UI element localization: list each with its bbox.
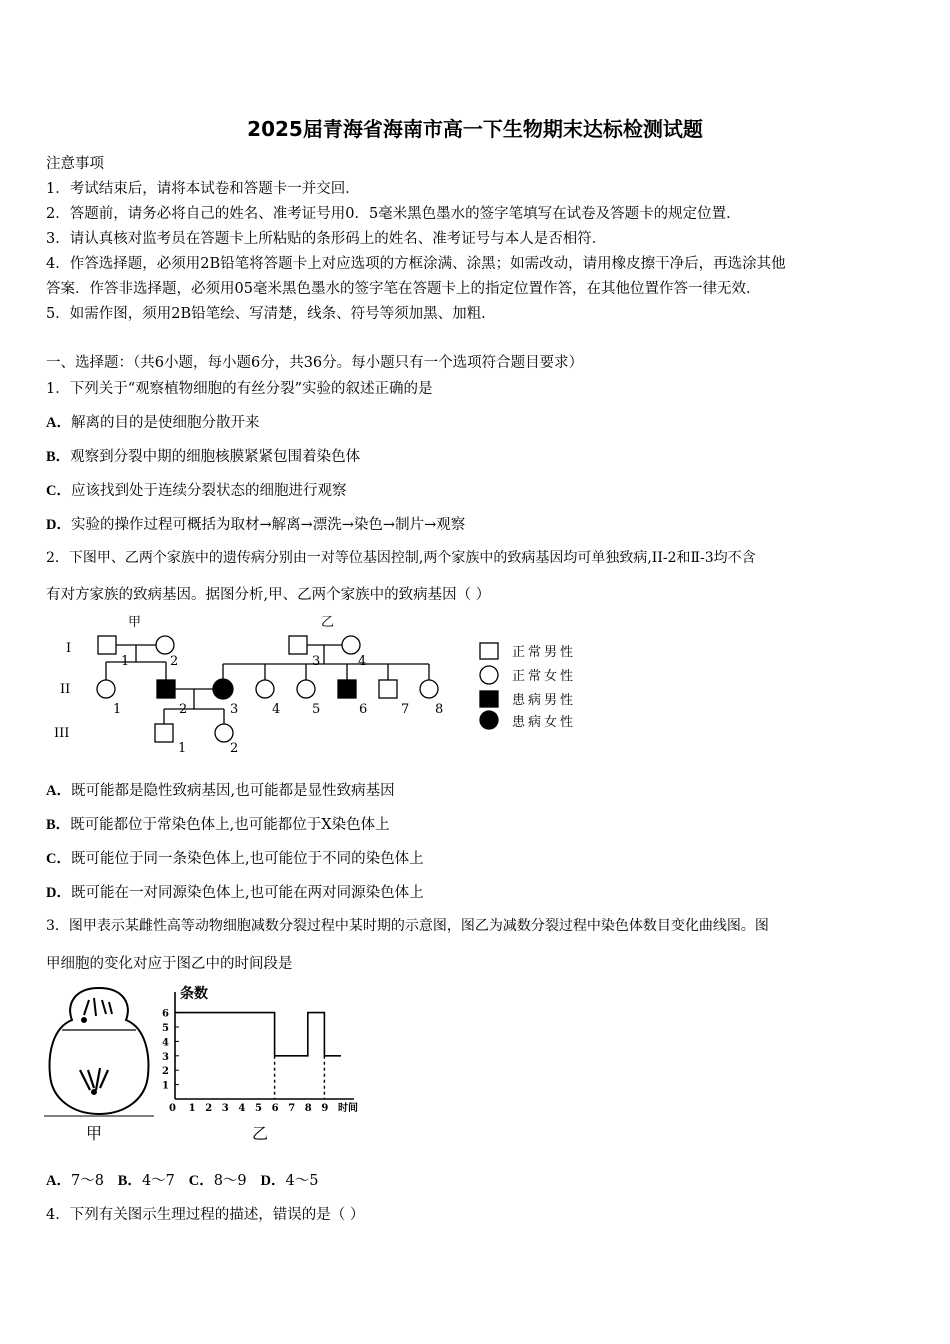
q1-option-d: D．实验的操作过程可概括为取材→解离→漂洗→染色→制片→观察 [46, 517, 466, 533]
yi-ii4-normal-female [256, 680, 274, 698]
y-tick-label: 4 [162, 1037, 169, 1049]
chart-xlabel: 时间 [338, 1103, 358, 1114]
x-tick-label: 2 [205, 1103, 213, 1114]
number-ii3: 3 [230, 702, 239, 717]
figure-label-jia: 甲 [86, 1124, 103, 1143]
notice-item: 答案．作答非选择题，必须用05毫米黑色墨水的签字笔在答题卡上的指定位置作答，在其他位置作答一律无效． [46, 281, 761, 297]
number-ii1: 1 [113, 702, 122, 717]
x-tick-label: 7 [288, 1103, 296, 1114]
yi-ii7-normal-male [379, 680, 397, 698]
generation-label-ii: II [60, 682, 71, 697]
question-2-stem: 2．下图甲、乙两个家族中的遗传病分别由一对等位基因控制,两个家族中的致病基因均可单独致病,II-2和Ⅱ-3均不含 [46, 550, 756, 566]
yi-i4-normal-female [342, 636, 360, 654]
q2-option-c: C．既可能位于同一条染色体上,也可能位于不同的染色体上 [46, 851, 424, 867]
question-4-stem: 4．下列有关图示生理过程的描述，错误的是（ ） [46, 1207, 365, 1223]
number-i3: 3 [312, 654, 321, 669]
q1-option-b: B．观察到分裂中期的细胞核膜紧紧包围着染色体 [46, 449, 361, 465]
number-ii7: 7 [401, 702, 410, 717]
x-tick-label: 0 [169, 1103, 176, 1114]
pedigree-figure [46, 612, 626, 762]
number-ii8: 8 [435, 702, 444, 717]
x-tick-label: 1 [188, 1103, 196, 1114]
legend-affected-male: 患病男性 [512, 693, 577, 708]
question-3-stem: 3．图甲表示某雌性高等动物细胞减数分裂过程中某时期的示意图，图乙为减数分裂过程中染色体数目变化曲线图。图 [46, 918, 769, 934]
jia-i1-normal-male [98, 636, 116, 654]
x-tick-label: 6 [271, 1103, 279, 1114]
generation-label-iii: III [54, 726, 70, 741]
x-tick-label: 5 [255, 1103, 262, 1114]
iii2-normal-female [215, 724, 233, 742]
legend-affected-female: 患病女性 [512, 715, 577, 730]
number-i4: 4 [358, 654, 367, 669]
y-tick-label: 3 [162, 1051, 169, 1063]
q1-option-a: A．解离的目的是使细胞分散开来 [46, 415, 260, 431]
legend-normal-male: 正常男性 [512, 645, 577, 660]
number-ii4: 4 [272, 702, 281, 717]
legend-affected-male-icon [480, 691, 498, 707]
notice-item: 3．请认真核对监考员在答题卡上所粘贴的条形码上的姓名、准考证号与本人是否相符． [46, 231, 607, 247]
q2-option-b: B．既可能都位于常染色体上,也可能都位于X染色体上 [46, 817, 390, 833]
family-label-yi: 乙 [321, 615, 335, 630]
yi-ii5-normal-female [297, 680, 315, 698]
iii1-normal-male [155, 724, 173, 742]
number-i2: 2 [170, 654, 179, 669]
number-iii1: 1 [178, 741, 187, 756]
notice-item: 5．如需作图，须用2B铅笔绘、写清楚，线条、符号等须加黑、加粗． [46, 306, 496, 322]
family-label-jia: 甲 [128, 615, 142, 630]
yi-i3-normal-male [289, 636, 307, 654]
chart-ylabel: 条数 [180, 986, 208, 1002]
notice-heading: 注意事项 [46, 156, 104, 172]
section-heading: 一、选择题：（共6小题，每小题6分，共36分。每小题只有一个选项符合题目要求） [46, 355, 584, 371]
cell-diagram [44, 980, 154, 1120]
number-iii2: 2 [230, 741, 239, 756]
jia-ii1-normal-female [97, 680, 115, 698]
figure-label-yi: 乙 [252, 1124, 269, 1143]
legend-normal-female-icon [480, 666, 498, 684]
y-tick-label: 5 [162, 1023, 169, 1034]
page-title: 2025届青海省海南市高一下生物期末达标检测试题 [247, 117, 703, 141]
number-i1: 1 [121, 654, 130, 669]
q1-option-c: C．应该找到处于连续分裂状态的细胞进行观察 [46, 483, 347, 499]
question-2-stem-cont: 有对方家族的致病基因。据图分析,甲、乙两个家族中的致病基因（ ） [46, 587, 491, 603]
notice-item: 1．考试结束后，请将本试卷和答题卡一并交回． [46, 181, 360, 197]
yi-ii3-affected-female [213, 679, 233, 699]
x-tick-label: 8 [304, 1103, 312, 1114]
legend-normal-female: 正常女性 [512, 669, 577, 684]
chromosome-chart [158, 982, 380, 1116]
y-tick-label: 2 [162, 1066, 169, 1078]
notice-item: 4．作答选择题，必须用2B铅笔将答题卡上对应选项的方框涂满、涂黑；如需改动，请用橡皮擦干净后，再选涂其他 [46, 256, 786, 272]
q2-option-d: D．既可能在一对同源染色体上,也可能在两对同源染色体上 [46, 885, 424, 901]
question-1-stem: 1．下列关于“观察植物细胞的有丝分裂”实验的叙述正确的是 [46, 381, 433, 397]
q2-option-a: A．既可能都是隐性致病基因,也可能都是显性致病基因 [46, 783, 395, 799]
jia-i2-normal-female [156, 636, 174, 654]
x-tick-label: 9 [321, 1103, 329, 1114]
y-tick-label: 1 [162, 1080, 169, 1092]
jia-ii2-affected-male [157, 680, 175, 698]
q3-options: A．7～8 B．4～7 C．8～9 D．4～5 [46, 1173, 319, 1189]
notice-item: 2．答题前，请务必将自己的姓名、准考证号用0．5毫米黑色墨水的签字笔填写在试卷及答题卡的规定位置． [46, 206, 741, 222]
legend-affected-female-icon [480, 711, 498, 729]
series-line [175, 1013, 341, 1056]
x-tick-label: 4 [238, 1103, 246, 1114]
number-ii2: 2 [179, 702, 188, 717]
yi-ii8-normal-female [420, 680, 438, 698]
yi-ii6-affected-male [338, 680, 356, 698]
y-tick-label: 6 [162, 1008, 169, 1020]
question-3-stem-cont: 甲细胞的变化对应于图乙中的时间段是 [46, 956, 293, 972]
number-ii5: 5 [312, 702, 321, 717]
x-tick-label: 3 [221, 1103, 229, 1114]
number-ii6: 6 [359, 702, 368, 717]
generation-label-i: I [66, 641, 72, 656]
legend-normal-male-icon [480, 643, 498, 659]
